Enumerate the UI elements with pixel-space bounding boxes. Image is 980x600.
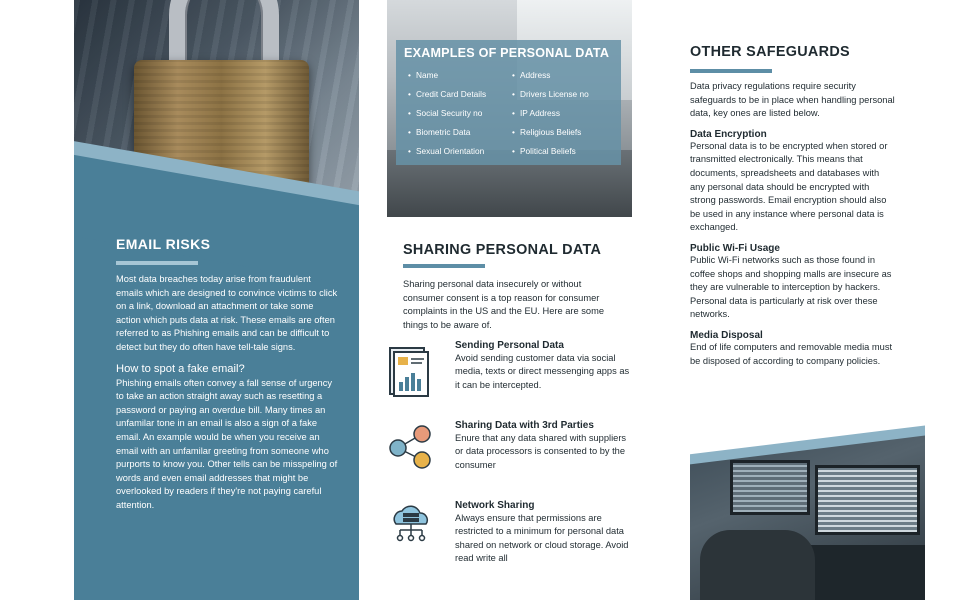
personal-data-title: EXAMPLES OF PERSONAL DATA bbox=[404, 46, 610, 60]
share-item-heading: Sending Personal Data bbox=[455, 340, 564, 351]
share-item-text: Enure that any data shared with suppliers or data processors is consented to by the consumer bbox=[455, 433, 627, 470]
share-item-text: Always ensure that permissions are restricted to a minimum for personal data shared on network or cloud storage. Avoid read write all bbox=[455, 513, 629, 563]
share-item-text: Avoid sending customer data via social media, texts or direct messenging apps as it can be intercepted. bbox=[455, 353, 630, 390]
sharing-intro: Sharing personal data insecurely or without consumer consent is a top reason for consumer complaints in the US and the EU. Here are some things to be aware of. bbox=[403, 279, 605, 330]
personal-data-item: • IP Address bbox=[508, 104, 612, 123]
safeguard-heading: Media Disposal bbox=[690, 329, 763, 341]
personal-data-item: • Political Beliefs bbox=[508, 142, 612, 161]
personal-data-item: • Religious Beliefs bbox=[508, 123, 612, 142]
workstation-photo bbox=[690, 425, 925, 600]
people-network-icon bbox=[386, 424, 434, 470]
personal-data-item: • Biometric Data bbox=[404, 123, 508, 142]
safeguard-heading: Public Wi-Fi Usage bbox=[690, 242, 780, 254]
personal-data-item: • Credit Card Details bbox=[404, 85, 508, 104]
cloud-network-icon bbox=[386, 500, 436, 544]
safeguard-heading: Data Encryption bbox=[690, 128, 767, 140]
sharing-title: SHARING PERSONAL DATA bbox=[403, 242, 602, 258]
personal-data-item: • Sexual Orientation bbox=[404, 142, 508, 161]
share-item-third-parties bbox=[455, 420, 633, 472]
personal-data-item: • Drivers License no bbox=[508, 85, 612, 104]
safeguard-text: Personal data is to be encrypted when stored or transmitted electronically. This means that documents, spreadsheets and databases with any personal data should be encrypted with strong passwords. Email encryption should also be used in any instance where personal data is exchanged. bbox=[690, 140, 888, 233]
safeguard-text: Public Wi-Fi networks such as those found in coffee shops and shopping malls are insecure as they are vulnerable to interception by hackers. Personal data is particularly at risk over these networks. bbox=[690, 254, 892, 320]
sharing-underline bbox=[403, 264, 485, 268]
share-item-heading: Sharing Data with 3rd Parties bbox=[455, 420, 594, 431]
safeguards-section bbox=[690, 44, 895, 368]
title-underline bbox=[116, 261, 198, 265]
safeguards-underline bbox=[690, 69, 772, 73]
safeguard-text: End of life computers and removable media must be disposed of according to company policies. bbox=[690, 341, 893, 366]
safeguards-intro: Data privacy regulations require security safeguards to be in place when handling personal data, key ones are listed below. bbox=[690, 81, 895, 119]
email-risks-title: EMAIL RISKS bbox=[116, 236, 211, 252]
share-item-network bbox=[455, 500, 633, 565]
personal-data-item: • Address bbox=[508, 66, 612, 85]
email-risks-content bbox=[116, 236, 338, 513]
fake-email-subtitle: How to spot a fake email? bbox=[116, 362, 245, 375]
personal-data-item: • Name bbox=[404, 66, 508, 85]
document-chart-icon bbox=[386, 346, 432, 398]
share-item-heading: Network Sharing bbox=[455, 500, 535, 511]
personal-data-box bbox=[396, 40, 621, 165]
email-risks-panel bbox=[74, 0, 359, 600]
personal-data-item: • Social Security no bbox=[404, 104, 508, 123]
email-risks-body: Most data breaches today arise from fraudulent emails which are designed to convince victims to click on a link, download an attachment or take some action which puts data at risk. These emails are often referred to as Phishing emails and can be difficult to detect but they do often have tell-tale signs. bbox=[116, 274, 338, 352]
personal-data-list bbox=[404, 66, 613, 161]
share-item-sending bbox=[455, 340, 633, 392]
safeguards-title: OTHER SAFEGUARDS bbox=[690, 44, 850, 60]
fake-email-body: Phishing emails often convey a fall sense of urgency to take an action straight away such as resetting a password or paying an overdue bill. Many times an unfamilar tone in an email is also a sign of a fake email. An example would be when you receive an email with an unfamilar greeting from someone who purports to know you. Other tells can be misspeling of words and even email addresses that might be overlooked by readers if they're not paying careful attention. bbox=[116, 377, 338, 510]
